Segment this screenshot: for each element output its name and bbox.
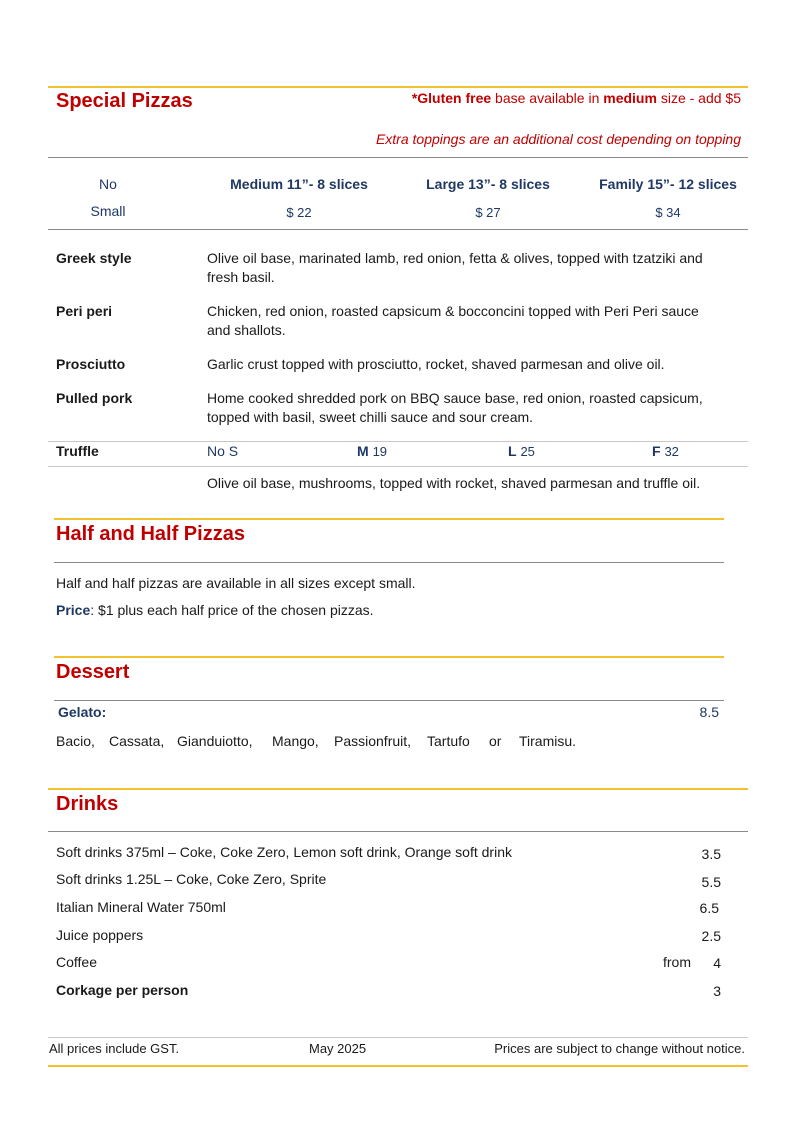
footer-top-rule <box>48 1037 748 1038</box>
footer-bottom-rule <box>48 1065 748 1067</box>
drink-name: Corkage per person <box>56 982 189 998</box>
flavour: Mango, <box>272 733 319 749</box>
flavour: Cassata, <box>109 733 165 749</box>
dessert-top-rule <box>54 656 724 658</box>
size-header-small: No <box>99 176 117 192</box>
truffle-bottom-rule <box>48 466 748 467</box>
drink-price: 4 <box>713 955 721 971</box>
pizza-description: Olive oil base, marinated lamb, red onion, fetta & olives, topped with tzatziki and fresh basil. <box>207 250 703 285</box>
truffle-medium-price <box>357 443 387 459</box>
size-header-large: Large 13”- 8 slices <box>426 176 550 192</box>
pizza-description: Home cooked shredded pork on BBQ sauce base, red onion, roasted capsicum, topped with basil, sweet chilli sauce and sour cream. <box>207 390 703 425</box>
truffle-family-price <box>652 443 679 459</box>
price-text: : $1 plus each half price of the chosen pizzas. <box>90 602 374 618</box>
footer-date: May 2025 <box>309 1041 367 1056</box>
truffle-description: Olive oil base, mushrooms, topped with rocket, shaved parmesan and truffle oil. <box>207 475 701 491</box>
footer-gst-note: All prices include GST. <box>49 1041 180 1056</box>
drink-name: Juice poppers <box>56 927 144 943</box>
dessert-title: Dessert <box>56 661 130 683</box>
drink-name: Coffee <box>56 954 97 970</box>
drinks-top-rule <box>48 788 748 790</box>
dessert-header-rule <box>54 700 724 701</box>
flavour: Passionfruit, <box>334 733 412 749</box>
half-half-title: Half and Half Pizzas <box>56 523 245 545</box>
drink-price-prefix: from <box>663 954 691 970</box>
pizza-name: Pulled pork <box>56 390 133 406</box>
gluten-free-end: size - add $5 <box>656 90 741 106</box>
truffle-large-value: 25 <box>520 444 535 459</box>
drinks-header-rule <box>48 831 748 832</box>
truffle-medium-value: 19 <box>372 444 388 459</box>
size-price-family: $ 34 <box>655 205 681 220</box>
truffle-family-label: F <box>652 443 661 459</box>
truffle-large-label: L <box>508 443 517 459</box>
drinks-title: Drinks <box>56 793 119 815</box>
truffle-name: Truffle <box>56 443 99 459</box>
special-header-rule <box>48 157 748 158</box>
price-label: Price <box>56 602 91 618</box>
size-price-small: Small <box>90 203 126 219</box>
truffle-top-rule <box>48 441 748 442</box>
half-header-rule <box>54 562 724 563</box>
extra-toppings-note: Extra toppings are an additional cost depending on topping <box>375 131 741 147</box>
flavour: Gianduiotto, <box>177 733 253 749</box>
truffle-family-value: 32 <box>664 444 679 459</box>
footer-price-change-note: Prices are subject to change without notice. <box>494 1041 745 1056</box>
half-top-rule <box>54 518 724 520</box>
gelato-price: 8.5 <box>699 704 719 720</box>
drink-price: 2.5 <box>701 928 721 944</box>
half-half-info: Half and half pizzas are available in all sizes except small. <box>56 575 416 591</box>
size-header-family: Family 15”- 12 slices <box>599 176 737 192</box>
drink-price: 3 <box>713 983 721 999</box>
pizza-name: Prosciutto <box>56 356 126 372</box>
gluten-free-size: medium <box>603 90 657 106</box>
drink-name: Italian Mineral Water 750ml <box>56 899 226 915</box>
special-pizzas-title: Special Pizzas <box>56 90 193 112</box>
gluten-free-mid: base available in <box>491 90 604 106</box>
pizza-description: Chicken, red onion, roasted capsicum & bocconcini topped with Peri Peri sauce and shallots. <box>207 303 699 338</box>
gelato-label: Gelato: <box>58 704 107 720</box>
size-price-medium: $ 22 <box>286 205 312 220</box>
size-price-large: $ 27 <box>475 205 501 220</box>
drink-name: Soft drinks 1.25L – Coke, Coke Zero, Sprite <box>56 871 327 887</box>
special-top-rule <box>48 86 748 88</box>
drink-price: 6.5 <box>699 900 719 916</box>
drink-price: 3.5 <box>701 846 721 862</box>
pizza-name: Greek style <box>56 250 132 266</box>
gluten-free-label: *Gluten free <box>411 90 492 106</box>
drink-name: Soft drinks 375ml – Coke, Coke Zero, Lemon soft drink, Orange soft drink <box>56 844 512 860</box>
gluten-free-note <box>412 90 741 106</box>
flavour: or <box>489 733 502 749</box>
flavour: Tartufo <box>427 733 470 749</box>
half-half-price <box>56 602 374 618</box>
flavour: Bacio, <box>56 733 95 749</box>
size-table-rule <box>48 229 748 230</box>
flavour: Tiramisu. <box>519 733 577 749</box>
drink-price: 5.5 <box>701 874 721 890</box>
truffle-large-price <box>508 443 535 459</box>
pizza-name: Peri peri <box>56 303 113 319</box>
gelato-flavours <box>56 733 577 749</box>
size-header-medium: Medium 11”- 8 slices <box>230 176 368 192</box>
pizza-description: Garlic crust topped with prosciutto, rocket, shaved parmesan and olive oil. <box>207 356 665 372</box>
truffle-medium-label: M <box>357 443 369 459</box>
truffle-no-small: No S <box>207 443 239 459</box>
